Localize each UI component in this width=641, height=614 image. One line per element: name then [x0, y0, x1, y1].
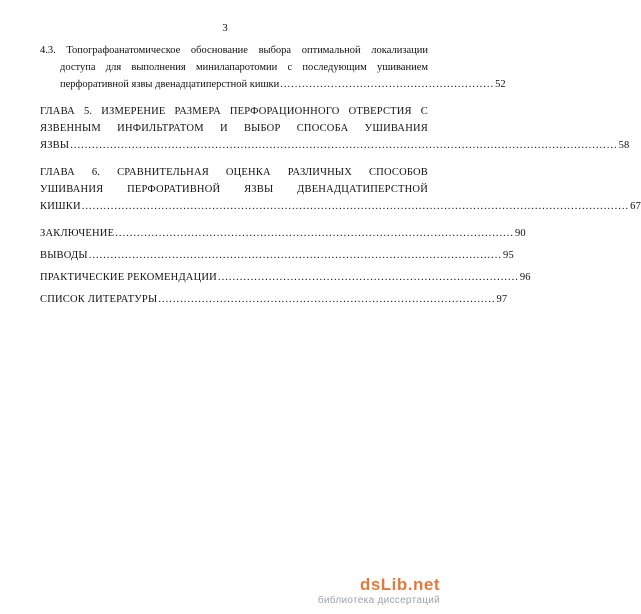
toc-entry-text: КИШКИ: [40, 201, 81, 212]
toc-entry-chapter-5[interactable]: [40, 103, 630, 154]
toc-entry-line: ГЛАВА 5. ИЗМЕРЕНИЕ РАЗМЕРА ПЕРФОРАЦИОННОГО ОТВЕРСТИЯ С: [40, 106, 428, 117]
toc-entry-line: ЯЗВЕННЫМ ИНФИЛЬТРАТОМ И ВЫБОР СПОСОБА УШИВАНИЯ: [40, 123, 428, 134]
toc-page-number: 67: [630, 201, 641, 212]
toc-leader-dots: ..............................................................................................................: [115, 228, 514, 239]
toc-entry-text: СПИСОК ЛИТЕРАТУРЫ: [40, 294, 158, 305]
toc-entry-text: ЯЗВЫ: [40, 140, 70, 151]
toc-leader-dots: .............................................................................................: [158, 294, 496, 305]
toc-leader-dots: ..................................................................................................................: [88, 250, 502, 261]
watermark-logo: dsLib.net: [359, 575, 440, 594]
toc-entry-conclusion[interactable]: [40, 225, 526, 242]
toc-entry-recommendations[interactable]: [40, 269, 531, 286]
toc-entry-line: [40, 76, 506, 93]
toc-entry-line: УШИВАНИЯ ПЕРФОРАТИВНОЙ ЯЗВЫ ДВЕНАДЦАТИПЕРСТНОЙ: [40, 184, 428, 195]
table-of-contents: [40, 42, 641, 313]
toc-page-number: 90: [514, 228, 526, 239]
toc-entry-line: 4.3. Топографоанатомическое обоснование выбора оптимальной локализации: [40, 45, 428, 56]
toc-entry-line: [40, 137, 630, 154]
toc-page-number: 97: [496, 294, 508, 305]
page-number: 3: [222, 22, 228, 34]
toc-leader-dots: .......................................................................................................................................................: [70, 140, 618, 151]
toc-entry-section-4-3[interactable]: [40, 42, 506, 93]
toc-entry-text: ЗАКЛЮЧЕНИЕ: [40, 228, 115, 239]
toc-entry-chapter-6[interactable]: [40, 164, 641, 215]
toc-page-number: 52: [495, 79, 506, 90]
toc-entry-text: ПРАКТИЧЕСКИЕ РЕКОМЕНДАЦИИ: [40, 272, 217, 283]
toc-entry-text: перфоративной язвы двенадцатиперстной кишки: [60, 79, 280, 90]
toc-page-number: 58: [618, 140, 630, 151]
toc-leader-dots: .......................................................................................................................................................: [81, 201, 630, 212]
toc-entry-line: ГЛАВА 6. СРАВНИТЕЛЬНАЯ ОЦЕНКА РАЗЛИЧНЫХ СПОСОБОВ: [40, 167, 428, 178]
toc-entry-findings[interactable]: [40, 247, 514, 264]
toc-entry-line: доступа для выполнения минилапаротомии с последующим ушиванием: [60, 62, 428, 73]
toc-entry-text: ВЫВОДЫ: [40, 250, 88, 261]
toc-entry-references[interactable]: [40, 291, 508, 308]
toc-page-number: 96: [519, 272, 531, 283]
watermark: [318, 575, 440, 606]
toc-entry-line: [40, 198, 641, 215]
watermark-subtitle: библиотека диссертаций: [317, 595, 440, 606]
toc-leader-dots: ...................................................................................: [217, 272, 519, 283]
toc-page-number: 95: [503, 250, 514, 261]
toc-leader-dots: ...........................................................: [280, 79, 495, 90]
